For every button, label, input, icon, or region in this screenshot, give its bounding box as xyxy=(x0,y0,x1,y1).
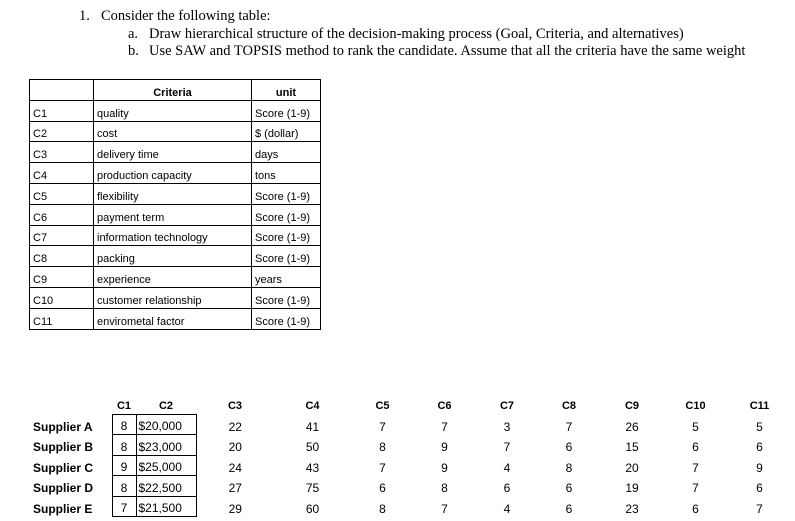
criteria-name: production capacity xyxy=(94,163,252,184)
criteria-row xyxy=(30,204,321,225)
supplier-value: 4 xyxy=(503,501,511,516)
supplier-value: 6 xyxy=(756,481,763,495)
supplier-value: 60 xyxy=(305,501,320,516)
criteria-id: C2 xyxy=(30,121,94,142)
supplier-value: 7 xyxy=(379,419,386,434)
supplier-column-header: C5 xyxy=(375,400,390,412)
supplier-value: 8 xyxy=(379,440,386,454)
supplier-value: 20 xyxy=(625,460,639,475)
criteria-row xyxy=(30,183,321,204)
supplier-value: 26 xyxy=(625,419,639,434)
supplier-value: 8 xyxy=(441,481,448,495)
criteria-row xyxy=(30,287,321,308)
supplier-value: 5 xyxy=(692,419,699,434)
supplier-value: 7 xyxy=(503,440,511,454)
criteria-unit: Score (1-9) xyxy=(252,183,321,204)
supplier-value: 7 xyxy=(692,481,699,495)
supplier-value: 7 xyxy=(112,496,136,517)
supplier-value: 7 xyxy=(756,501,763,516)
criteria-id: C11 xyxy=(30,308,94,329)
criteria-id: C3 xyxy=(30,142,94,163)
part-b-letter: b. xyxy=(128,43,139,59)
criteria-id: C1 xyxy=(30,100,94,121)
supplier-value: 8 xyxy=(565,460,573,475)
supplier-value: 9 xyxy=(441,440,448,454)
criteria-name: customer relationship xyxy=(94,287,252,308)
supplier-value: 6 xyxy=(565,501,573,516)
criteria-id: C10 xyxy=(30,287,94,308)
criteria-row xyxy=(30,308,321,329)
criteria-unit: years xyxy=(252,267,321,288)
supplier-value: 6 xyxy=(692,440,699,454)
supplier-row xyxy=(30,476,793,497)
criteria-row xyxy=(30,100,321,121)
supplier-value: 6 xyxy=(503,481,511,495)
criteria-name: flexibility xyxy=(94,183,252,204)
criteria-unit: $ (dollar) xyxy=(252,121,321,142)
criteria-row xyxy=(30,142,321,163)
criteria-unit: Score (1-9) xyxy=(252,204,321,225)
criteria-row xyxy=(30,121,321,142)
supplier-value: $20,000 xyxy=(136,414,196,435)
criteria-header-criteria: Criteria xyxy=(94,80,252,101)
part-a-letter: a. xyxy=(128,26,139,42)
supplier-value: 3 xyxy=(503,419,511,434)
supplier-value: 24 xyxy=(228,460,242,475)
supplier-name: Supplier B xyxy=(33,440,94,454)
supplier-value: 6 xyxy=(692,501,699,516)
supplier-value: 20 xyxy=(228,440,242,454)
supplier-value: 50 xyxy=(305,440,320,454)
supplier-value: 23 xyxy=(625,501,639,516)
criteria-unit: Score (1-9) xyxy=(252,308,321,329)
supplier-value: 7 xyxy=(379,460,386,475)
part-a-text: Draw hierarchical structure of the decision-making process (Goal, Criteria, and alternatives) xyxy=(149,26,684,42)
criteria-row xyxy=(30,246,321,267)
supplier-value: 43 xyxy=(305,460,320,475)
criteria-header-id xyxy=(30,80,94,101)
question-number: 1. xyxy=(79,8,90,24)
supplier-value: 75 xyxy=(305,481,320,495)
criteria-table xyxy=(29,79,321,330)
supplier-value: $23,000 xyxy=(136,435,196,456)
supplier-value: 6 xyxy=(756,440,763,454)
supplier-value: $22,500 xyxy=(136,476,196,497)
supplier-column-header: C2 xyxy=(158,399,174,412)
criteria-id: C8 xyxy=(30,246,94,267)
criteria-name: quality xyxy=(94,100,252,121)
criteria-name: cost xyxy=(94,121,252,142)
criteria-name: envirometal factor xyxy=(94,308,252,329)
supplier-value: 6 xyxy=(565,481,573,495)
criteria-id: C5 xyxy=(30,183,94,204)
supplier-value: 29 xyxy=(228,501,242,516)
supplier-value: 4 xyxy=(503,460,511,475)
question-text: Consider the following table: xyxy=(101,8,271,24)
supplier-value: 5 xyxy=(756,419,763,434)
supplier-column-header: C4 xyxy=(305,400,320,412)
supplier-column-header: C3 xyxy=(227,400,243,412)
supplier-name: Supplier A xyxy=(33,419,93,434)
supplier-row xyxy=(30,435,793,456)
supplier-value: $21,500 xyxy=(136,496,196,517)
supplier-column-header: C1 xyxy=(116,399,132,412)
supplier-value: 7 xyxy=(441,419,448,434)
criteria-name: payment term xyxy=(94,204,252,225)
supplier-column-header: C8 xyxy=(561,400,577,412)
supplier-value: 19 xyxy=(625,481,639,495)
supplier-row xyxy=(30,414,793,435)
supplier-value: 41 xyxy=(305,419,320,434)
supplier-value: 6 xyxy=(379,481,386,495)
supplier-name: Supplier C xyxy=(33,460,94,475)
supplier-header-corner xyxy=(30,394,112,414)
supplier-value: 9 xyxy=(756,460,763,475)
supplier-value: 15 xyxy=(625,440,639,454)
supplier-table xyxy=(30,394,793,517)
supplier-value: 8 xyxy=(379,501,386,516)
supplier-value: $25,000 xyxy=(136,455,196,476)
supplier-value: 22 xyxy=(228,419,242,434)
supplier-value: 9 xyxy=(441,460,448,475)
supplier-name: Supplier D xyxy=(33,481,94,495)
supplier-value: 8 xyxy=(112,435,136,456)
criteria-name: experience xyxy=(94,267,252,288)
supplier-column-header: C7 xyxy=(499,400,515,412)
supplier-name: Supplier E xyxy=(33,501,93,516)
criteria-id: C9 xyxy=(30,267,94,288)
supplier-value: 7 xyxy=(565,419,573,434)
criteria-name: packing xyxy=(94,246,252,267)
criteria-id: C7 xyxy=(30,225,94,246)
criteria-unit: days xyxy=(252,142,321,163)
supplier-column-header: C6 xyxy=(437,400,452,412)
criteria-id: C6 xyxy=(30,204,94,225)
criteria-row xyxy=(30,267,321,288)
part-b-text: Use SAW and TOPSIS method to rank the candidate. Assume that all the criteria have the same weight xyxy=(149,43,746,59)
criteria-unit: Score (1-9) xyxy=(252,287,321,308)
supplier-value: 8 xyxy=(112,414,136,435)
criteria-name: delivery time xyxy=(94,142,252,163)
criteria-row xyxy=(30,163,321,184)
supplier-column-header: C10 xyxy=(685,400,706,412)
supplier-value: 6 xyxy=(565,440,573,454)
supplier-value: 8 xyxy=(112,476,136,497)
supplier-row xyxy=(30,496,793,517)
supplier-column-header: C9 xyxy=(624,400,640,412)
supplier-value: 7 xyxy=(441,501,448,516)
supplier-row xyxy=(30,455,793,476)
criteria-id: C4 xyxy=(30,163,94,184)
criteria-name: information technology xyxy=(94,225,252,246)
criteria-header-row xyxy=(30,80,321,101)
criteria-header-unit: unit xyxy=(252,80,321,101)
supplier-value: 27 xyxy=(228,481,242,495)
criteria-unit: Score (1-9) xyxy=(252,246,321,267)
supplier-value: 7 xyxy=(692,460,699,475)
criteria-unit: tons xyxy=(252,163,321,184)
supplier-header-row xyxy=(30,394,793,414)
supplier-value: 9 xyxy=(112,455,136,476)
criteria-unit: Score (1-9) xyxy=(252,100,321,121)
criteria-unit: Score (1-9) xyxy=(252,225,321,246)
supplier-column-header: C11 xyxy=(749,400,770,412)
criteria-row xyxy=(30,225,321,246)
